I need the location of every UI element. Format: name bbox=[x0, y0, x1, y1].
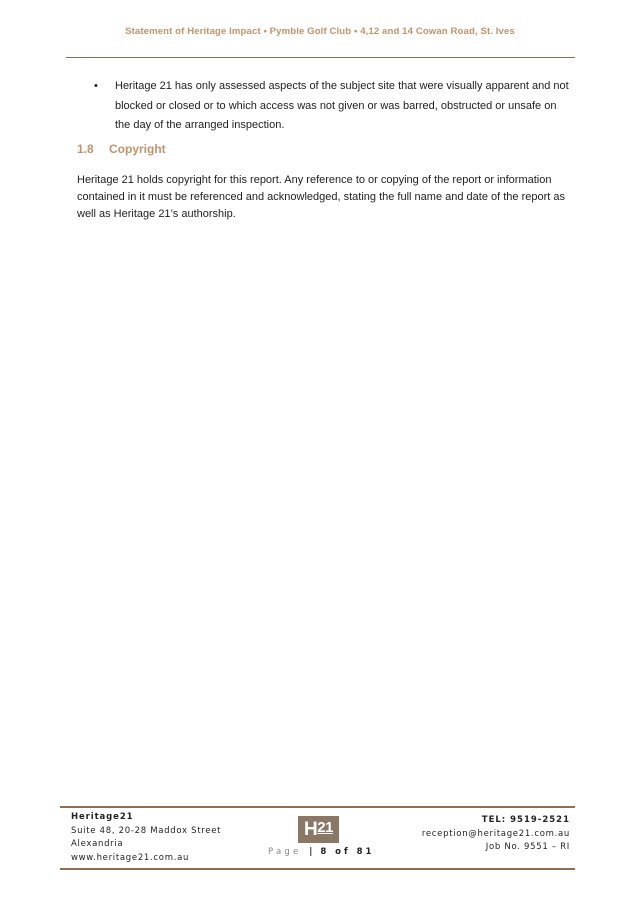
logo-letter: H bbox=[304, 819, 318, 840]
list-item-text: Heritage 21 has only assessed aspects of the subject site that were visually apparent and not blocked or closed or to which access was not given or was barred, obstructed or unsafe on the day of the arranged inspection. bbox=[115, 80, 569, 131]
footer-address-line-2: Alexandria bbox=[71, 839, 124, 850]
section-number: 1.8 bbox=[77, 142, 94, 156]
footer-bottom-divider bbox=[60, 868, 575, 870]
footer-email-link[interactable]: reception@heritage21.com.au bbox=[421, 828, 570, 839]
page-label: Page bbox=[268, 847, 302, 857]
page-header-title: Statement of Heritage Impact • Pymble Golf Club • 4,12 and 14 Cowan Road, St. Ives bbox=[125, 26, 515, 37]
footer-org-name: Heritage21 bbox=[71, 812, 134, 822]
footer-top-divider bbox=[60, 806, 575, 808]
heritage21-logo bbox=[298, 816, 339, 843]
footer-job-number: Job No. 9551 – RI bbox=[485, 842, 570, 853]
footer-telephone: TEL: 9519-2521 bbox=[481, 815, 570, 825]
footer-address-line-1: Suite 48, 20-28 Maddox Street bbox=[71, 825, 222, 836]
section-heading bbox=[77, 142, 166, 156]
page-total: 81 bbox=[356, 847, 375, 857]
bullet-icon: • bbox=[94, 80, 98, 92]
list-item bbox=[93, 77, 573, 136]
section-title: Copyright bbox=[109, 142, 166, 156]
logo-number: 21 bbox=[317, 819, 333, 836]
page-number-indicator bbox=[268, 847, 374, 857]
header-divider bbox=[66, 57, 575, 58]
page-current: 8 bbox=[320, 847, 330, 857]
footer-website-link[interactable]: www.heritage21.com.au bbox=[71, 852, 190, 863]
footer-contact-details bbox=[422, 814, 570, 855]
footer-contact-address bbox=[71, 811, 221, 865]
page-separator: | bbox=[309, 847, 315, 857]
page-of: of bbox=[335, 847, 351, 857]
limitations-bullet-list bbox=[93, 77, 573, 136]
copyright-paragraph: Heritage 21 holds copyright for this report. Any reference to or copying of the report or information contained in it must be referenced and acknowledged, stating the full name and date of the report as well as Heritage 21’s authorship. bbox=[77, 174, 565, 220]
